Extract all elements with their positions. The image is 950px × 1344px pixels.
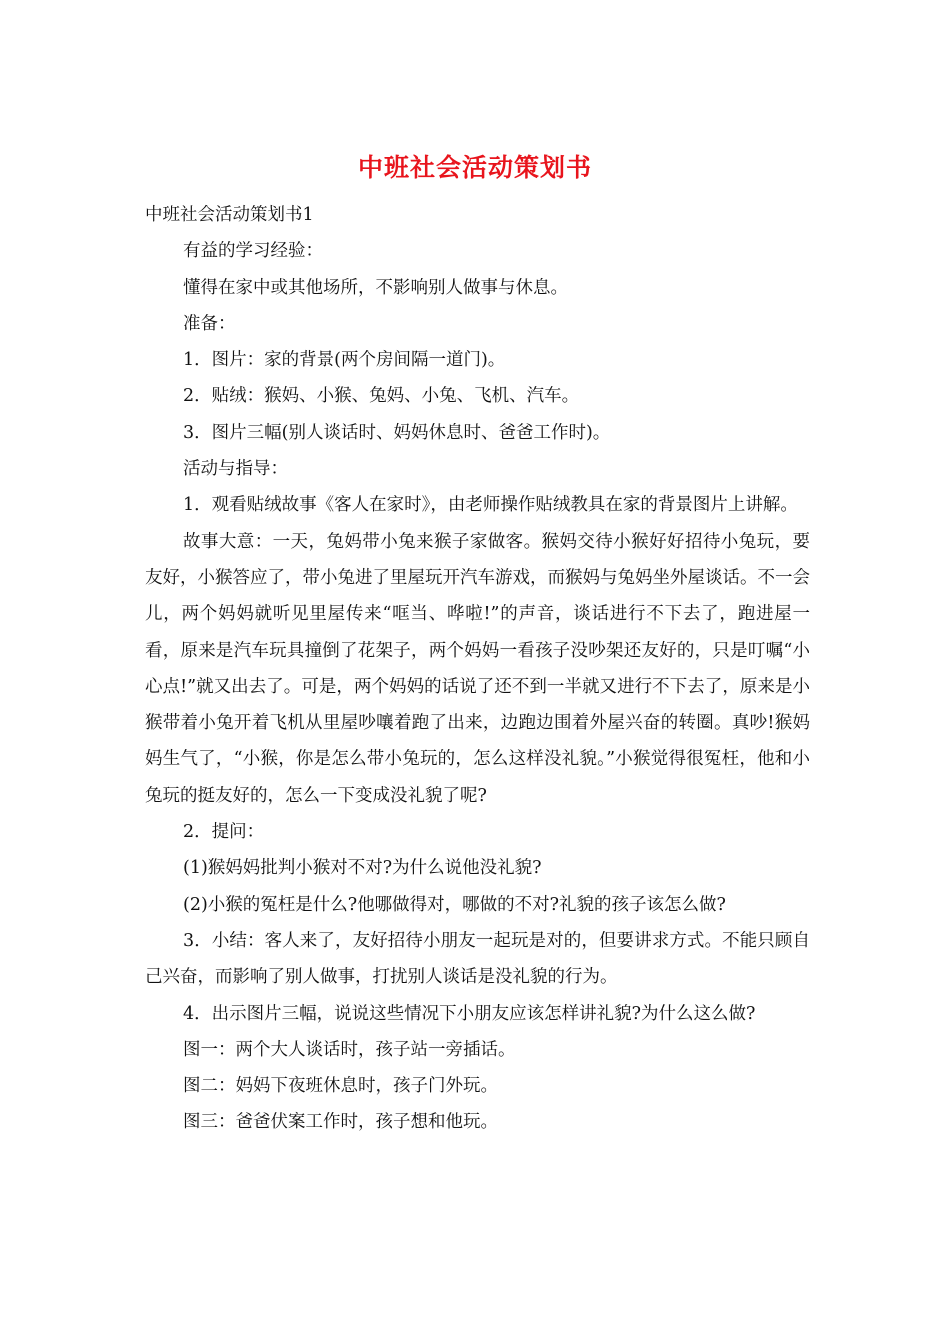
paragraph: 活动与指导：	[183, 459, 288, 480]
document-body	[145, 197, 810, 1141]
paragraph: 懂得在家中或其他场所，不影响别人做事与休息。	[183, 277, 568, 298]
story-paragraph: 故事大意：一天，兔妈带小兔来猴子家做客。猴妈交待小猴好好招待小兔玩，要友好，小猴答应了，带小兔进了里屋玩开汽车游戏，而猴妈与兔妈坐外屋谈话。不一会儿，两个妈妈就听见里屋传来“哐当、哗啦!”的声音，谈话进行不下去了，跑进屋一看，原来是汽车玩具撞倒了花架子，两个妈妈一看孩子没吵架还友好的，只是叮嘱“小心点!”就又出去了。可是，两个妈妈的话说了还不到一半就又进行不下去了，原来是小猴带着小兔开着飞机从里屋吵嚷着跑了出来，边跑边围着外屋兴奋的转圈。真吵!猴妈妈生气了，“小猴，你是怎么带小兔玩的，怎么这样没礼貌。”小猴觉得很冤枉，他和小兔玩的挺友好的，怎么一下变成没礼貌了呢?	[145, 531, 810, 806]
picture-item: 图三：爸爸伏案工作时，孩子想和他玩。	[183, 1112, 498, 1133]
list-item: 3．小结：客人来了，友好招待小朋友一起玩是对的，但要讲求方式。不能只顾自己兴奋，而影响了别人做事，打扰别人谈话是没礼貌的行为。	[145, 930, 810, 988]
list-item: 2．贴绒：猴妈、小猴、兔妈、小兔、飞机、汽车。	[183, 386, 580, 407]
section-heading: 中班社会活动策划书1	[145, 205, 314, 225]
paragraph: 有益的学习经验：	[183, 241, 323, 262]
paragraph: 准备：	[183, 313, 236, 334]
document-title: 中班社会活动策划书	[357, 153, 592, 182]
list-item: 2．提问：	[183, 822, 265, 843]
list-item: 4．出示图片三幅，说说这些情况下小朋友应该怎样讲礼貌?为什么这么做?	[183, 1003, 756, 1024]
picture-item: 图二：妈妈下夜班休息时，孩子门外玩。	[183, 1076, 498, 1097]
list-item: 1．观看贴绒故事《客人在家时》，由老师操作贴绒教具在家的背景图片上讲解。	[183, 495, 798, 516]
list-item: 3．图片三幅(别人谈话时、妈妈休息时、爸爸工作时)。	[183, 422, 611, 443]
question-item: (1)猴妈妈批判小猴对不对?为什么说他没礼貌?	[183, 858, 542, 879]
question-item: (2)小猴的冤枉是什么?他哪做得对，哪做的不对?礼貌的孩子该怎么做?	[183, 894, 726, 915]
list-item: 1．图片：家的背景(两个房间隔一道门)。	[183, 350, 506, 371]
picture-item: 图一：两个大人谈话时，孩子站一旁插话。	[183, 1039, 516, 1060]
